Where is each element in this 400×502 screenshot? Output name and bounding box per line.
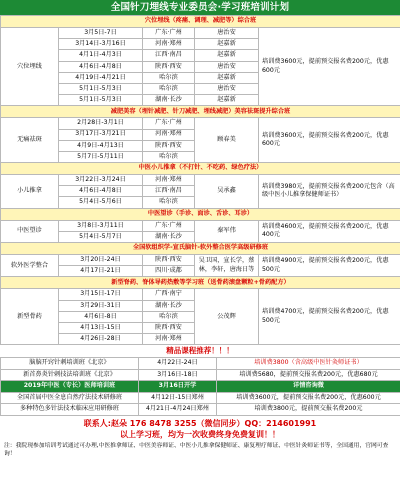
course-teacher: 吴卫国，宣长学，蔡林，李轩，唐海日等 <box>195 255 259 277</box>
course-date: 4月26日-28日 <box>59 334 143 345</box>
recommend-table <box>0 357 400 416</box>
recommend-row <box>1 358 400 370</box>
course-category: 新型骨药 <box>1 289 59 345</box>
schedule-row <box>1 255 400 266</box>
section-header-row <box>1 16 400 28</box>
section-header-row <box>1 106 400 118</box>
course-date: 3月15日-17日 <box>59 289 143 300</box>
section-header: 中医小儿推拿（不打针、不吃药、绿色疗法） <box>1 163 400 175</box>
course-place: 湖南·长沙 <box>143 95 195 106</box>
course-date: 3月29日-31日 <box>59 300 143 311</box>
course-teacher: 吴承鑫 <box>195 175 259 209</box>
section-header-row <box>1 277 400 289</box>
course-place: 河南·郑州 <box>143 334 195 345</box>
course-teacher: 赵嘉新 <box>195 72 259 83</box>
course-teacher: 唐治安 <box>195 61 259 72</box>
course-place: 四川·成都 <box>143 266 195 277</box>
course-place: 河南·郑州 <box>143 175 195 186</box>
section-header: 中医望诊（手诊、面诊、舌诊、耳诊） <box>1 208 400 220</box>
course-fee: 培训费4600元，提前预交报名费200元，优惠400元 <box>259 220 400 242</box>
recommend-fee: 培训费5680，提前预交报名费200元，优惠680元 <box>217 369 400 381</box>
section-header: 穴位埋线（疼痛、调理、减肥等）综合班 <box>1 16 400 28</box>
contact-line: 联系人:赵朵 176 8478 3255（微信同步）QQ：214601991 <box>83 418 317 428</box>
course-place: 哈尔滨 <box>143 83 195 94</box>
schedule-table <box>0 15 400 345</box>
course-place: 湖南·长沙 <box>143 300 195 311</box>
recommend-row <box>1 369 400 381</box>
schedule-table-container <box>0 15 400 345</box>
section-header: 新型脊药、脊体导药热敷等学习班（送骨药滚盘颗粒+骨药配方） <box>1 277 400 289</box>
course-place: 哈尔滨 <box>143 151 195 162</box>
section-header-row <box>1 208 400 220</box>
recommend-name: 新首鼻炎针刺技法培训班《北京》 <box>1 369 139 381</box>
recommend-date: 4月21日-4月24日郑州 <box>139 404 217 416</box>
recommend-title: 精品课程推荐！！！ <box>166 346 234 356</box>
course-date: 4月6日-4月8日 <box>59 61 143 72</box>
course-place: 陕西·西安 <box>143 61 195 72</box>
course-fee: 培训费3600元，提前预交报名费200元，优惠600元 <box>259 118 400 163</box>
course-category: 穴位埋线 <box>1 28 59 106</box>
course-date: 2月28日-3月1日 <box>59 118 143 129</box>
course-place: 广东·广州 <box>143 220 195 231</box>
recommend-name: 多种特色多针法技术临床应用研修班 <box>1 404 139 416</box>
recommend-fee: 培训费3800（含高级中医针灸师证书） <box>217 358 400 370</box>
course-date: 3月5日-7日 <box>59 28 143 39</box>
course-teacher: 公茂辉 <box>195 289 259 345</box>
course-date: 3月22日-3月24日 <box>59 175 143 186</box>
course-place: 湖南·长沙 <box>143 231 195 242</box>
course-date: 5月1日-5月3日 <box>59 95 143 106</box>
course-fee: 培训费4900元，提前预交报名费200元，优惠500元 <box>259 255 400 277</box>
course-date: 4月19日-4月21日 <box>59 72 143 83</box>
section-header: 全国软组织学-宣氏脑针-软外整合医学高级研修班 <box>1 243 400 255</box>
recommend-name: 全国首届中医全息自然疗法技术研修班 <box>1 392 139 404</box>
recommend-row <box>1 392 400 404</box>
course-date: 3月14日-3月16日 <box>59 39 143 50</box>
recommend-fee: 培训费3600元，提前预交报名费200元，优惠600元 <box>217 392 400 404</box>
schedule-row <box>1 175 400 186</box>
course-date: 5月1日-5月3日 <box>59 83 143 94</box>
recommend-date: 4月12日-15日郑州 <box>139 392 217 404</box>
course-place: 河南·郑州 <box>143 39 195 50</box>
recommend-name: 2019年中医（专长）医师培训班 <box>1 381 139 393</box>
course-date: 4月9日-4月13日 <box>59 140 143 151</box>
course-category: 无痛祛斑 <box>1 118 59 163</box>
course-place: 陕西·西安 <box>143 322 195 333</box>
course-place: 江西·南昌 <box>143 186 195 197</box>
course-place: 陕西·西安 <box>143 140 195 151</box>
recommend-row <box>1 381 400 393</box>
schedule-row <box>1 220 400 231</box>
section-header-row <box>1 243 400 255</box>
course-date: 4月1日-4月3日 <box>59 50 143 61</box>
recommend-date: 3月16日开学 <box>139 381 217 393</box>
recommend-name: 脑脑开窍针刺培训班《北京》 <box>1 358 139 370</box>
section-header: 减肥美容（埋针减肥、针刀减肥、埋线减肥）美容祛斑提升综合班 <box>1 106 400 118</box>
schedule-row <box>1 28 400 39</box>
course-category: 小儿推拿 <box>1 175 59 209</box>
page-title: 全国针刀埋线专业委员会·学习班培训计划 <box>0 0 400 15</box>
course-date: 3月17日-3月21日 <box>59 129 143 140</box>
course-teacher: 赵嘉新 <box>195 50 259 61</box>
recommend-date: 3月16日-18日 <box>139 369 217 381</box>
course-date: 4月17日-21日 <box>59 266 143 277</box>
recommend-date: 4月22日-24日 <box>139 358 217 370</box>
course-date: 5月4日-5月6日 <box>59 197 143 208</box>
course-place: 哈尔滨 <box>143 72 195 83</box>
course-teacher: 赵嘉新 <box>195 39 259 50</box>
course-date: 3月20日-24日 <box>59 255 143 266</box>
course-date: 4月6日-4月8日 <box>59 186 143 197</box>
course-date: 4月13日-15日 <box>59 322 143 333</box>
course-date: 3月8日-3月11日 <box>59 220 143 231</box>
course-category: 软外医学整合 <box>1 255 59 277</box>
course-teacher: 秦军伟 <box>195 220 259 242</box>
course-place: 广东·广州 <box>143 118 195 129</box>
course-teacher: 唐治安 <box>195 28 259 39</box>
course-date: 5月7日-5月11日 <box>59 151 143 162</box>
course-category: 中医望诊 <box>1 220 59 242</box>
contact-note: 以上学习班，均为一次收费终身免费复训！！ <box>120 429 280 439</box>
course-place: 广西·南宁 <box>143 289 195 300</box>
course-place: 河南·郑州 <box>143 129 195 140</box>
course-place: 陕西·西安 <box>143 255 195 266</box>
course-teacher: 唐治安 <box>195 83 259 94</box>
course-date: 4月6日-8日 <box>59 311 143 322</box>
recommend-fee: 培训费3800元，提前预交报名费200元 <box>217 404 400 416</box>
course-teacher: 赵嘉新 <box>195 95 259 106</box>
section-header-row <box>1 163 400 175</box>
course-place: 广东·广州 <box>143 28 195 39</box>
course-teacher: 顾春美 <box>195 118 259 163</box>
course-fee: 培训费4700元，提前预交报名费200元，优惠500元 <box>259 289 400 345</box>
course-fee: 培训费3980元，提前预交报名费200元包含（高级中医小儿推拿保健师证书） <box>259 175 400 209</box>
course-place: 江西·南昌 <box>143 50 195 61</box>
schedule-row <box>1 289 400 300</box>
schedule-row <box>1 118 400 129</box>
footnote: 注：我院现参加培训考试通过可办理,中医推拿师证、中医美容师证、中医小儿推拿保健师证、康复理疗师证、中医针灸师证书等，全国通用，官网可查询！ <box>4 442 389 458</box>
course-place: 哈尔滨 <box>143 311 195 322</box>
recommend-row <box>1 404 400 416</box>
recommend-fee: 详情咨询微 <box>217 381 400 393</box>
course-date: 5月4日-5月7日 <box>59 231 143 242</box>
course-fee: 培训费3600元，提前预交报名费200元，优惠600元 <box>259 28 400 106</box>
course-place: 哈尔滨 <box>143 197 195 208</box>
